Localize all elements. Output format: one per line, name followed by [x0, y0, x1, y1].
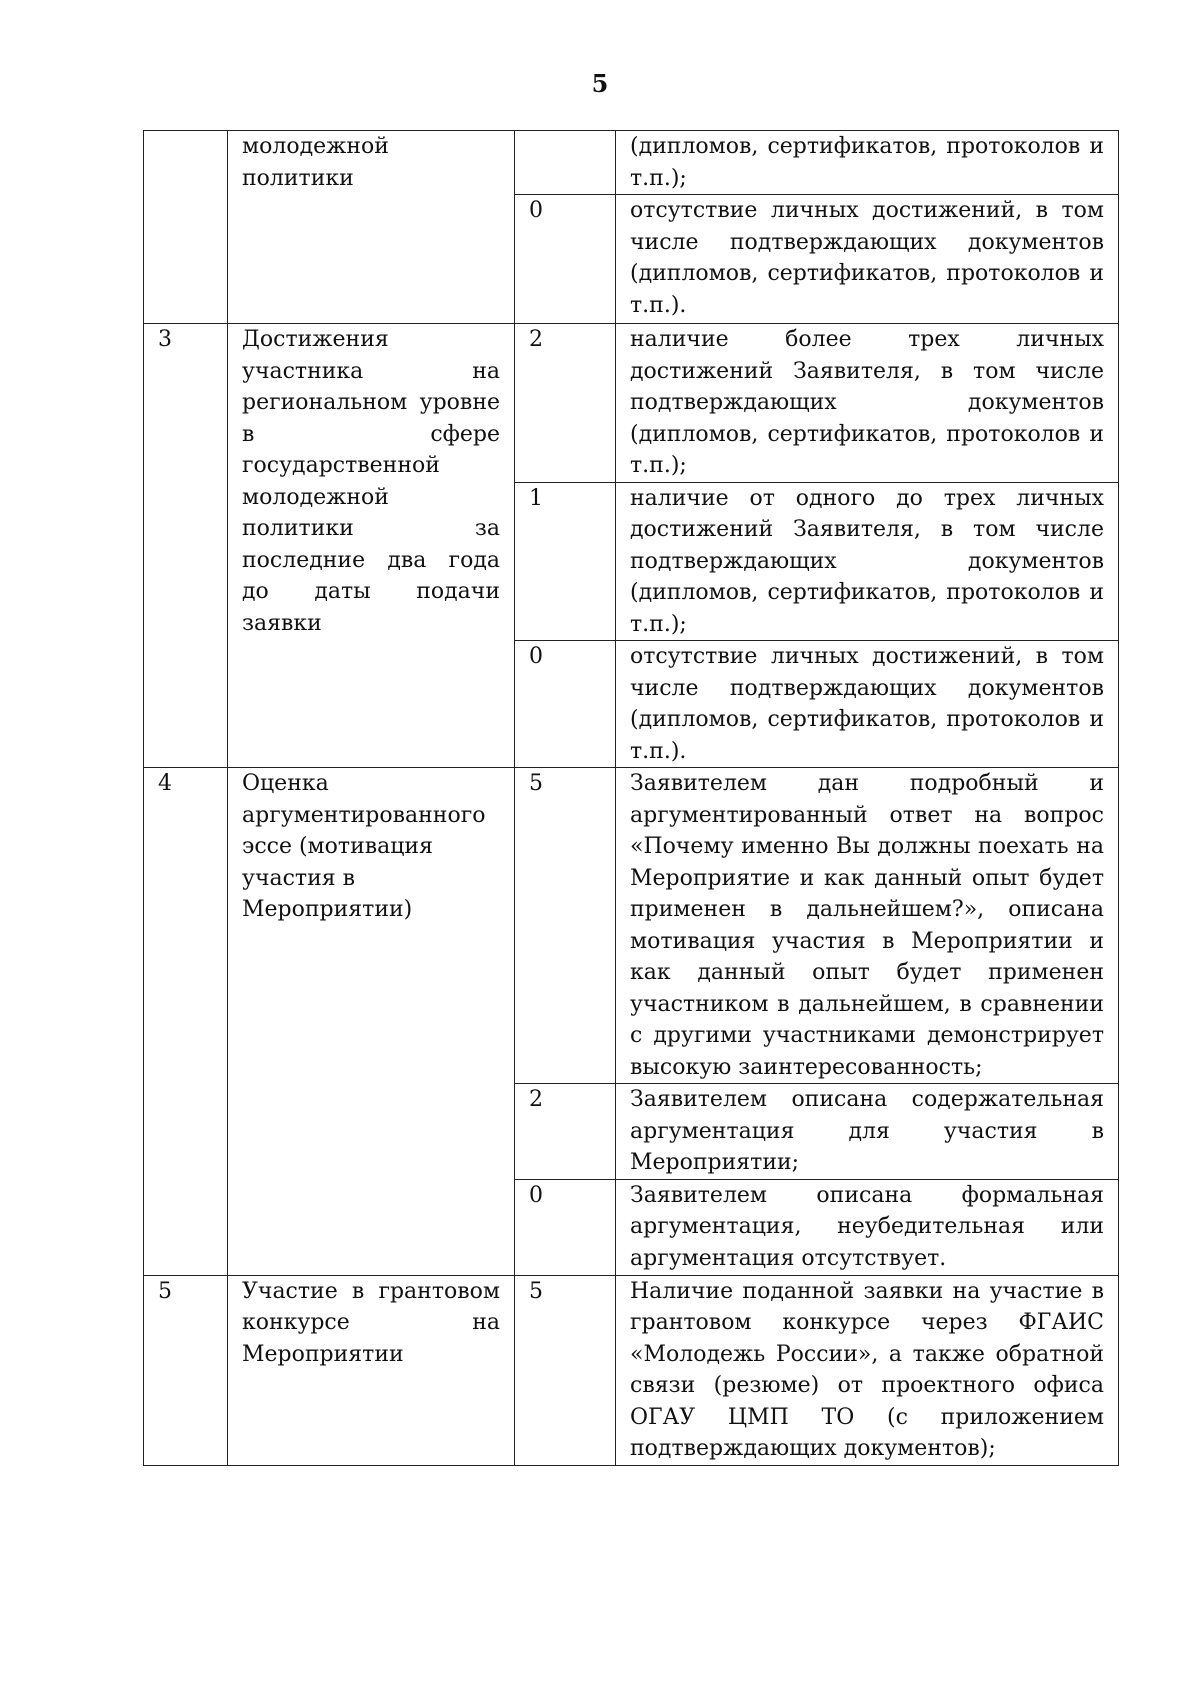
- table-row: [144, 1275, 1119, 1465]
- score-cell: 2: [515, 1084, 616, 1180]
- description-cell: Заявителем дан подробный и аргументированный ответ на вопрос «Почему именно Вы должны поехать на Мероприятие и как данный опыт будет применен в дальнейшем?», описана мотивация участия в Мероприятии и как данный опыт будет применен участником в дальнейшем, в сравнении с другими участниками демонстрирует высокую заинтересованность;: [616, 768, 1119, 1084]
- score-cell: 0: [515, 1179, 616, 1275]
- score-cell: 2: [515, 324, 616, 483]
- description-cell: (дипломов, сертификатов, протоколов и т.п.);: [616, 131, 1119, 195]
- score-cell: 5: [515, 1275, 616, 1465]
- criterion-cell: Участие в грантовом конкурсе на Мероприятии: [228, 1275, 515, 1465]
- score-cell: 0: [515, 641, 616, 768]
- criteria-table: [143, 130, 1119, 1466]
- criterion-number-cell: 5: [144, 1275, 228, 1465]
- table-row: [144, 768, 1119, 1084]
- criterion-cell: Оценка аргументированного эссе (мотивация участия в Мероприятии): [228, 768, 515, 1276]
- score-cell: 5: [515, 768, 616, 1084]
- criterion-cell: Достижения участника на региональном уровне в сфере государственной молодежной политики за последние два года до даты подачи заявки: [228, 324, 515, 768]
- page-number: 5: [591, 69, 609, 98]
- criterion-cell: молодежной политики: [228, 131, 515, 324]
- description-cell: отсутствие личных достижений, в том числе подтверждающих документов (дипломов, сертификатов, протоколов и т.п.).: [616, 641, 1119, 768]
- description-cell: наличие от одного до трех личных достижений Заявителя, в том числе подтверждающих документов (дипломов, сертификатов, протоколов и т.п.);: [616, 482, 1119, 641]
- description-cell: отсутствие личных достижений, в том числе подтверждающих документов (дипломов, сертификатов, протоколов и т.п.).: [616, 195, 1119, 324]
- description-cell: Заявителем описана формальная аргументация, неубедительная или аргументация отсутствует.: [616, 1179, 1119, 1275]
- description-cell: наличие более трех личных достижений Заявителя, в том числе подтверждающих документов (дипломов, сертификатов, протоколов и т.п.);: [616, 324, 1119, 483]
- criterion-number-cell: [144, 131, 228, 324]
- table-row: [144, 324, 1119, 483]
- score-cell: [515, 131, 616, 195]
- description-cell: Заявителем описана содержательная аргументация для участия в Мероприятии;: [616, 1084, 1119, 1180]
- description-cell: Наличие поданной заявки на участие в грантовом конкурсе через ФГАИС «Молодежь России», а также обратной связи (резюме) от проектного офиса ОГАУ ЦМП ТО (с приложением подтверждающих документов);: [616, 1275, 1119, 1465]
- table-row: [144, 131, 1119, 195]
- score-cell: 1: [515, 482, 616, 641]
- criterion-number-cell: 3: [144, 324, 228, 768]
- score-cell: 0: [515, 195, 616, 324]
- criterion-number-cell: 4: [144, 768, 228, 1276]
